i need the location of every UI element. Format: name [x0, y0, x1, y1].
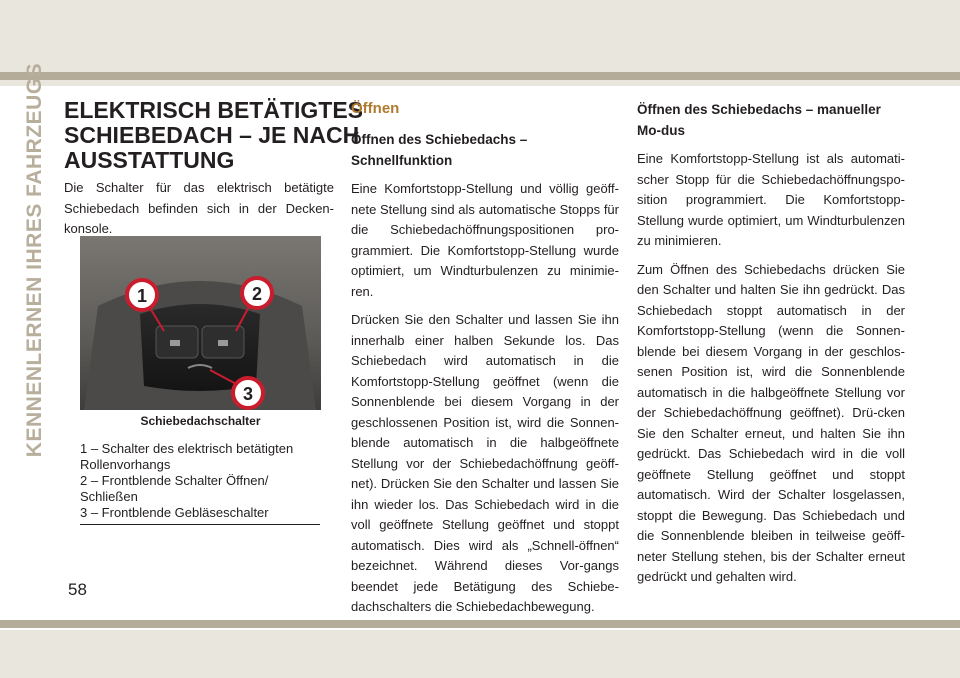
page-number: 58 — [68, 580, 87, 599]
side-tab — [18, 62, 52, 458]
legend-item: 2 – Frontblende Schalter Öffnen/ Schließen — [80, 473, 269, 504]
column-middle — [351, 100, 619, 618]
legend-divider — [80, 524, 320, 525]
column-right — [637, 100, 905, 588]
paragraph: Drücken Sie den Schalter und lassen Sie ihn innerhalb einer halben Sekunde los. Das Schiebedach wird automatisch in die Komfortstopp-Stellung geöffnet (wenn die Sonnenblende bei diesem Vorgang in der geschlossenen Position ist, wird die Sonnen-blende automatisch in die halbgeöffnete Stellung vor der Schiebedachöffnung geöff-net). Drücken Sie den Schalter und lassen Sie ihn wieder los. Das Schiebedach wird in die voll geöffnete Stellung geöffnet und stoppt automatisch. Dies wird als „Schnell-öffnen“ bezeichnet. Während dieses Vor-gangs beendet jede Betätigung des Schiebe-dachschalters die Schiebedachbewegung. — [351, 312, 619, 614]
paragraph: Zum Öffnen des Schiebedachs drücken Sie den Schalter und halten Sie ihn gedrückt. Das Schiebedach stoppt automatisch in der Komfortstopp-Stellung (wenn die Sonnen-blende bei diesem Vorgang in der geschlos-senen Position ist, wird die Sonnenblende automatisch in die halbgeöffnete Stellung vor der Schiebedachöffnung geöffnet). Drü-cken Sie den Schalter erneut, und halten Sie ihn gedrückt. Das Schiebedach wird in die voll geöffnete Stellung geöffnet und stoppt automatisch. Wird der Schalter losgelassen, stoppt die Bewegung. Das Schiebedach und die Sonnenblende bleiben in teilweise geöff-neter Stellung stehen, bis der Schalter erneut gedrückt und gehalten wird. — [637, 261, 905, 584]
bottom-fill — [0, 630, 960, 678]
side-title: KENNENLERNEN IHRES FAHRZEUGS — [23, 62, 46, 458]
legend-item: 1 – Schalter des elektrisch betätigten Rollenvorhangs — [80, 441, 294, 472]
heading-open: Öffnen — [351, 100, 400, 117]
top-stripe — [0, 72, 960, 80]
top-band — [0, 0, 960, 86]
paragraph: Eine Komfortstopp-Stellung ist als automati-scher Stopp für die Schiebedachöffnungspo-sition programmiert. Die Komfortstopp-Stellung wurde optimiert, um Windturbulenzen zu minimieren. — [637, 151, 905, 248]
callout-3: 3 — [242, 384, 254, 404]
section-title-line: SCHIEBEDACH – JE NACH — [64, 122, 360, 148]
switch-photo — [80, 236, 321, 410]
callout-2: 2 — [251, 284, 263, 304]
section-title-line: AUSSTATTUNG — [64, 147, 235, 173]
section-title — [64, 97, 364, 173]
column-left — [64, 178, 334, 240]
figure-caption: Schiebedachschalter — [140, 414, 261, 428]
legend-item: 3 – Frontblende Gebläseschalter — [80, 505, 269, 520]
section-title-line: ELEKTRISCH BETÄTIGTES — [64, 97, 364, 123]
overhead-console-image — [80, 236, 321, 410]
bottom-band — [0, 620, 960, 678]
subheading-quick-open: Öffnen des Schiebedachs – Schnellfunktion — [351, 132, 528, 168]
subheading-manual-open: Öffnen des Schiebedachs – manueller Mo-dus — [637, 102, 881, 138]
figure-legend — [80, 441, 324, 521]
paragraph: Eine Komfortstopp-Stellung und völlig geöff-nete Stellung sind als automatische Stopps für die Schiebedachöffnungspositionen pro-grammiert. Die Komfortstopp-Stellung wurde optimiert, um Windturbulenzen zu minimie-ren. — [351, 181, 619, 299]
intro-paragraph: Die Schalter für das elektrisch betätigte Schiebedach befinden sich in der Decken-konsole. — [64, 180, 334, 236]
callout-1: 1 — [136, 286, 148, 306]
bottom-stripe — [0, 620, 960, 628]
